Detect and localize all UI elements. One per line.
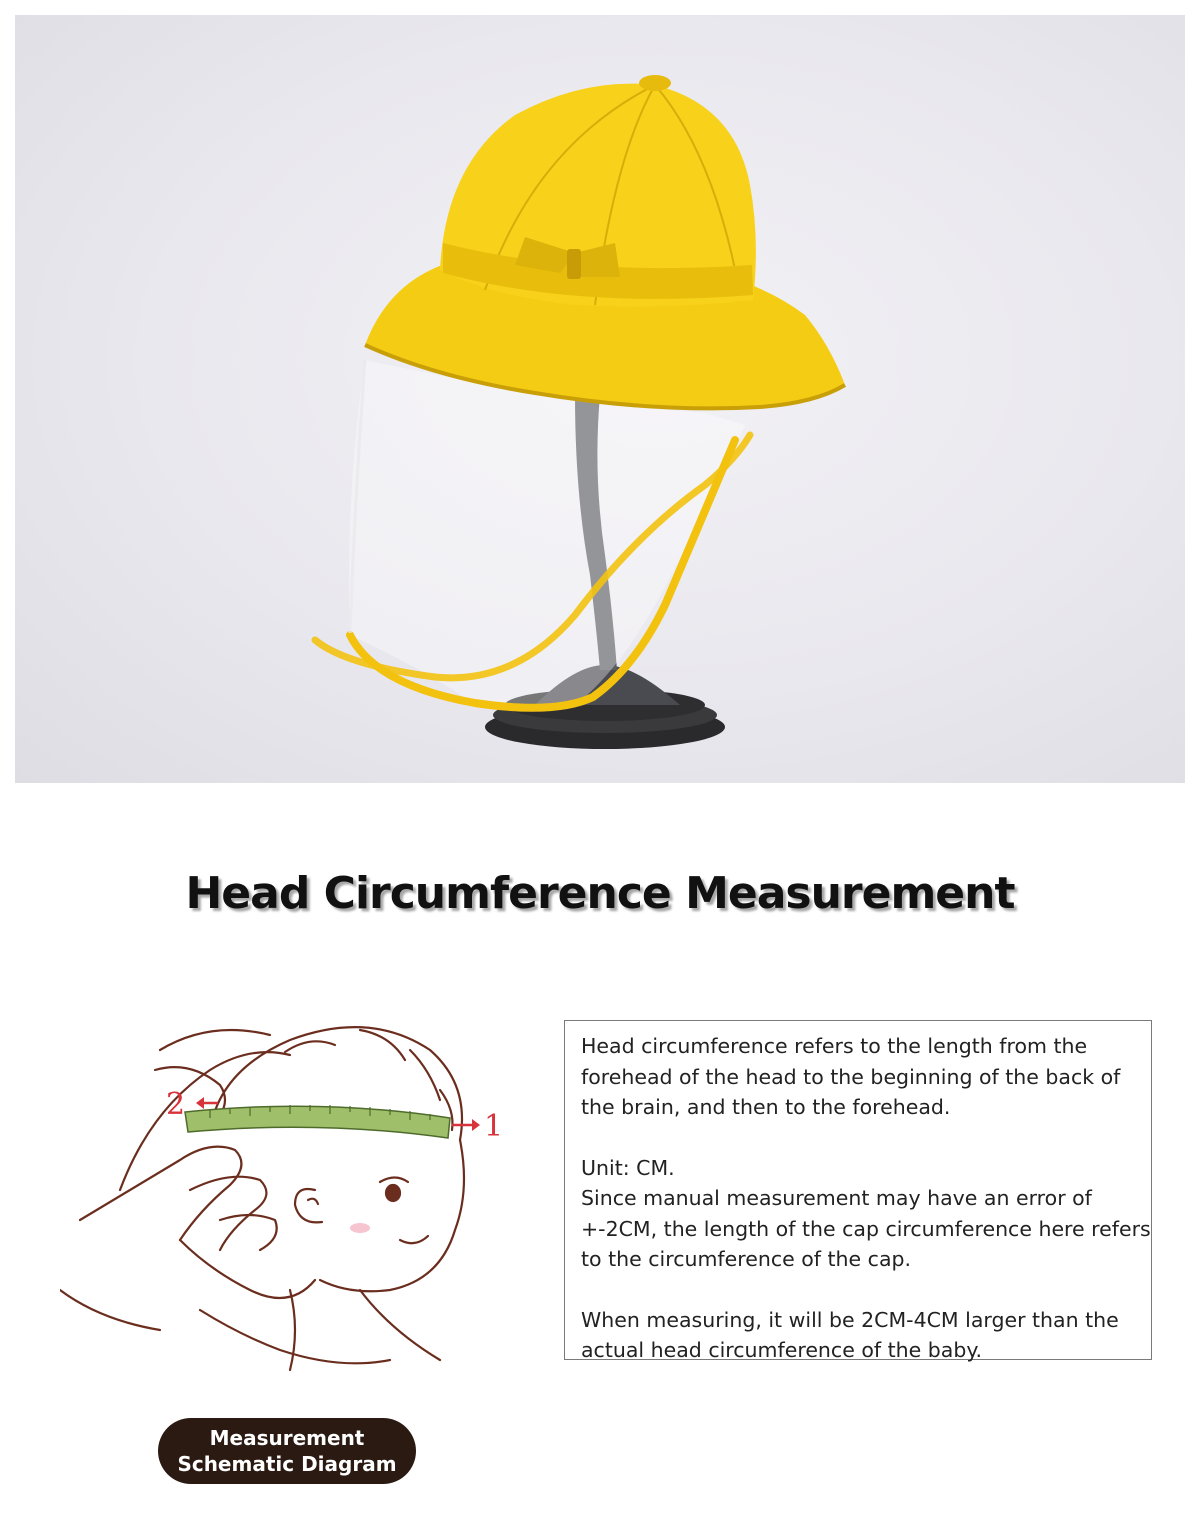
caption-line-1: Measurement <box>209 1426 365 1450</box>
info-size-note: When measuring, it will be 2CM-4CM larger than the actual head circumference of the baby. <box>581 1307 1119 1362</box>
caption-line-2: Schematic Diagram <box>177 1452 397 1476</box>
tape-end-label: 1 <box>484 1109 504 1144</box>
measurement-info-box <box>564 1020 1152 1360</box>
diagram-caption-pill <box>158 1418 416 1484</box>
child-head-sketch <box>60 990 540 1380</box>
hat-illustration <box>15 15 1185 783</box>
info-unit: Unit: CM. <box>581 1155 675 1180</box>
measurement-sketch <box>60 990 540 1380</box>
section-heading: Head Circumference Measurement <box>185 868 1015 919</box>
product-photo <box>15 15 1185 783</box>
tape-start-label: 2 <box>166 1087 186 1122</box>
info-error-note: Since manual measurement may have an error of +-2CM, the length of the cap circumference here refers to the circumference of the cap. <box>581 1186 1151 1271</box>
info-definition: Head circumference refers to the length from the forehead of the head to the beginning of the back of the brain, and then to the forehead. <box>581 1034 1121 1119</box>
